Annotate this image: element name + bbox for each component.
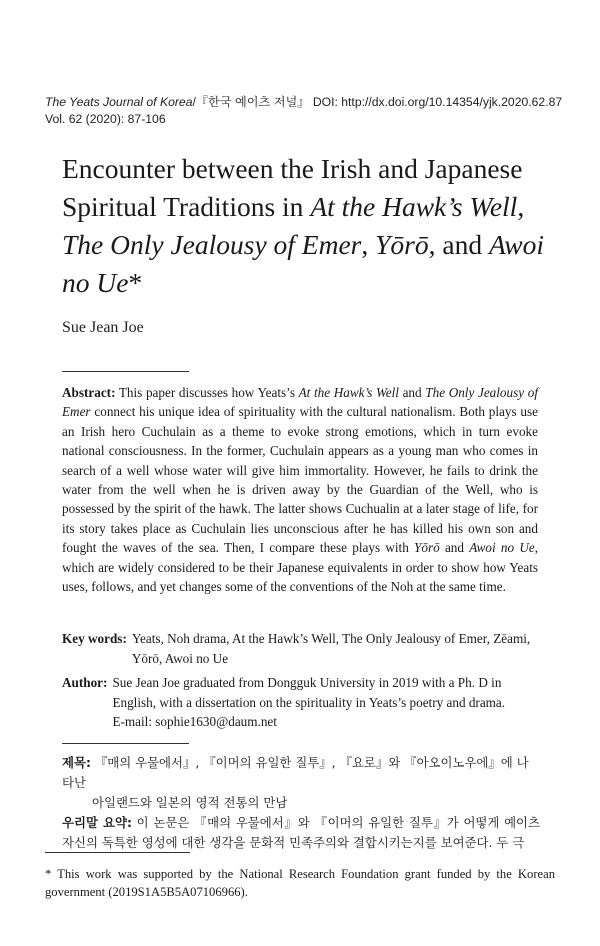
author-name: Sue Jean Joe — [62, 319, 144, 336]
abstract-italic: At the Hawk’s Well — [298, 385, 399, 400]
author-bio: Sue Jean Joe graduated from Dongguk University in 2019 with a Ph. D in English, with a dissertation on the spirituality in Yeats’s poetry and drama. — [112, 675, 506, 710]
article-title — [62, 150, 562, 302]
keywords-label: Key words: — [62, 631, 127, 646]
abstract — [62, 383, 538, 596]
abstract-label: Abstract: — [62, 385, 116, 400]
korean-title-text: 『매의 우물에서』, 『이머의 유일한 질투』, 『요로』와 『아오이노우에』에 나타난 — [62, 755, 529, 790]
footnote-divider — [45, 852, 190, 853]
keywords-list: Yeats, Noh drama, At the Hawk’s Well, The Only Jealousy of Emer, Zēami, Yōrō, Awoi no Ue — [131, 631, 531, 666]
author-info-row — [62, 673, 538, 732]
abstract-text: connect his unique idea of spirituality with the cultural nationalism. Both plays use an Irish hero Cuchulain as a theme to evoke strong emotions, which in turn evoke national consciousness. In the former, Cuchulain appears as a young man who comes in search of a well whose water will give him immortality. However, he fails to drink the water from the well when he is driven away by the Guardian of the Well, who is possessed by the spirit of the hawk. The latter shows Cuchualin at a later stage of life, for its story takes place as Cuchulain lies unconscious after he has killed his own son and fought the waves of the sea. Then, I compare these plays with — [62, 404, 538, 556]
title-separator: , and — [428, 229, 489, 260]
keywords-row — [62, 629, 538, 668]
title-text: Encounter between the Irish and Japanese Spiritual Traditions in — [62, 153, 523, 222]
title-separator: , — [361, 229, 376, 260]
abstract-italic: Yōrō — [414, 540, 440, 556]
korean-title-label: 제목: — [62, 755, 91, 770]
abstract-text: This paper discusses how Yeats’s — [115, 385, 299, 400]
journal-korean-name: /『한국 예이츠 저널』 — [192, 95, 310, 109]
korean-summary — [62, 753, 540, 853]
author-email[interactable]: E-mail: sophie1630@daum.net — [112, 714, 277, 729]
title-work-yoro: Yōrō — [375, 229, 429, 260]
title-footnote-mark: * — [128, 267, 143, 298]
author-info-body — [112, 673, 538, 732]
abstract-italic: The Only Jealousy of Emer — [62, 385, 539, 420]
title-work-hawks-well: At the Hawk’s Well — [310, 191, 518, 222]
korean-summary-text: 이 논문은 『매의 우물에서』와 『이머의 유일한 질투』가 어떻게 예이츠 자신의 독특한 영성에 대한 생각을 문화적 민족주의와 결합시키는지를 보여준다. 두 극 — [62, 815, 540, 850]
journal-citation-line — [45, 94, 565, 111]
korean-title-line — [62, 753, 540, 793]
volume-info: Vol. 62 (2020): 87-106 — [45, 112, 166, 126]
article-metadata — [62, 629, 538, 732]
title-work-awoi: Awoi no Ue — [62, 229, 544, 298]
title-separator: , — [517, 191, 525, 222]
title-work-only-jealousy: The Only Jealousy of Emer — [62, 229, 362, 260]
abstract-text: , which are widely considered to be their Japanese equivalents in order to show how Yeats uses, follows, and yet changes some of the conventions of the Noh at the same time. — [62, 540, 538, 595]
abstract-italic: Awoi no Ue — [469, 540, 535, 556]
korean-title-text-continued: 아일랜드와 일본의 영적 전통의 만남 — [92, 795, 288, 810]
footnote: * This work was supported by the National Research Foundation grant funded by the Korean government (2019S1A5B5A07106966). — [45, 867, 555, 899]
journal-header — [45, 94, 565, 128]
korean-summary-label: 우리말 요약: — [62, 815, 132, 830]
abstract-text: and — [439, 540, 470, 556]
section-divider — [62, 743, 189, 744]
doi-link[interactable]: DOI: http://dx.doi.org/10.14354/yjk.2020.62.87 — [309, 95, 563, 109]
section-divider — [62, 371, 189, 372]
abstract-text: and — [398, 385, 426, 400]
author-info-label: Author: — [62, 675, 108, 690]
journal-name: The Yeats Journal of Korea — [45, 95, 193, 109]
korean-abstract — [62, 813, 540, 853]
